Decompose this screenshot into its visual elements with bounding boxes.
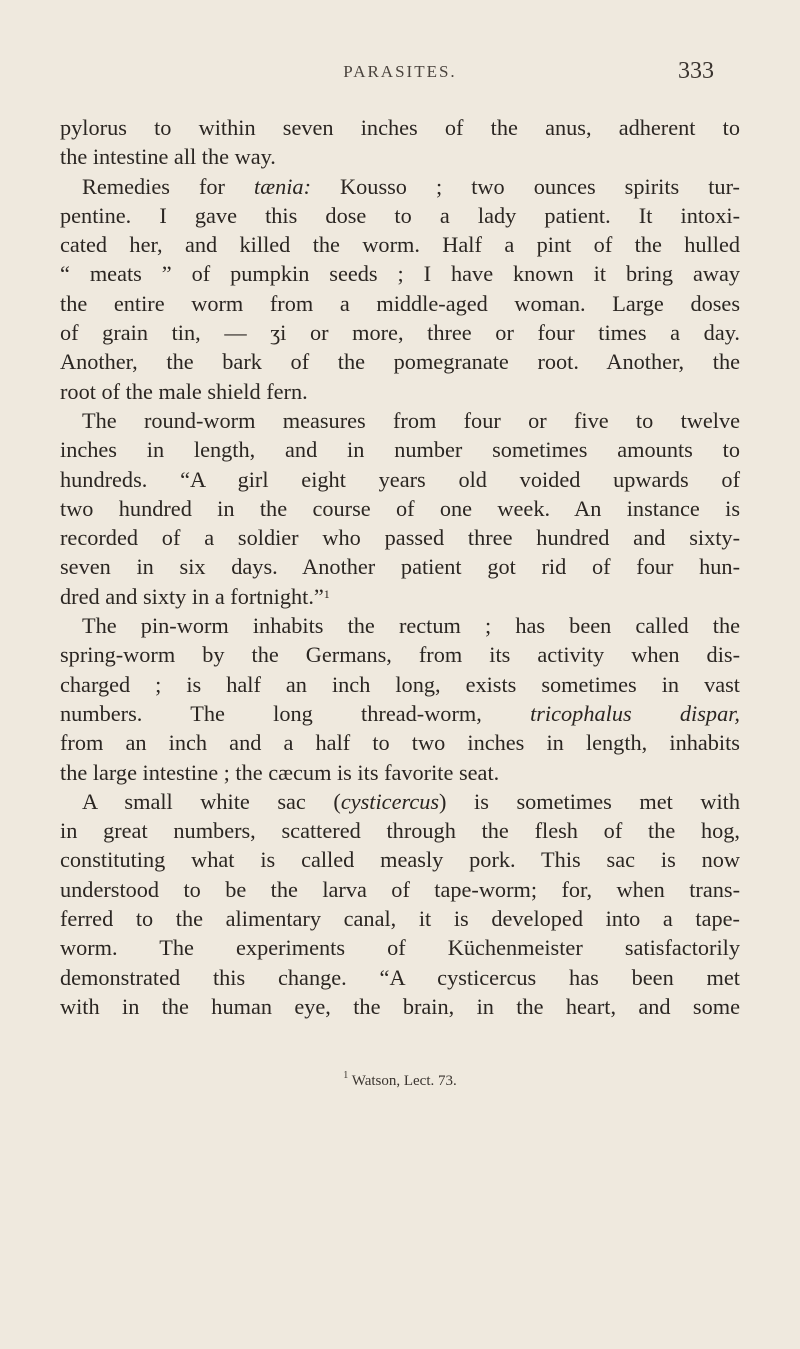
footnote-text: Watson, Lect. 73.	[351, 1073, 457, 1089]
paragraph	[60, 787, 740, 1021]
text-line: spring-worm by the Germans, from its activity when dis-	[60, 642, 740, 668]
text-line: the entire worm from a middle-aged woman. Large doses	[60, 290, 740, 316]
text-line: the intestine all the way.	[60, 144, 276, 170]
text-line: pylorus to within seven inches of the anus, adherent to	[60, 115, 740, 140]
footnote-marker: 1	[343, 1070, 349, 1081]
text-line: hundreds. “A girl eight years old voided upwards of	[60, 466, 740, 492]
text-line: A small white sac (cysticercus) is sometimes met with	[82, 788, 740, 814]
text-line: Another, the bark of the pomegranate root. Another, the	[60, 349, 740, 375]
body-text	[60, 113, 740, 1021]
text-line: cated her, and killed the worm. Half a pint of the hulled	[60, 232, 740, 258]
text-line: recorded of a soldier who passed three hundred and sixty-	[60, 525, 740, 551]
text-line: the large intestine ; the cæcum is its favorite seat.	[60, 759, 500, 785]
text-line: two hundred in the course of one week. An instance is	[60, 495, 740, 521]
page-header	[0, 58, 800, 92]
paragraph	[60, 611, 740, 787]
text-line: pentine. I gave this dose to a lady patient. It intoxi-	[60, 202, 740, 228]
text-line: inches in length, and in number sometimes amounts to	[60, 437, 740, 463]
italic-term: cysticercus	[340, 788, 440, 814]
text-line: constituting what is called measly pork. This sac is now	[60, 847, 740, 873]
footnote	[0, 1070, 800, 1090]
text-line: numbers. The long thread-worm, tricophalus dispar,	[60, 700, 741, 726]
text-line: The round-worm measures from four or five to twelve	[82, 407, 740, 433]
paragraph	[60, 113, 740, 172]
text-line: “ meats ” of pumpkin seeds ; I have known it bring away	[60, 261, 740, 287]
text-line: demonstrated this change. “A cysticercus has been met	[60, 964, 740, 990]
paragraph	[60, 172, 740, 406]
text-line: seven in six days. Another patient got rid of four hun-	[60, 554, 740, 580]
text-line: worm. The experiments of Küchenmeister satisfactorily	[60, 935, 740, 961]
text-line: understood to be the larva of tape-worm; for, when trans-	[60, 876, 740, 902]
text-line: ferred to the alimentary canal, it is developed into a tape-	[60, 906, 740, 932]
text-line: charged ; is half an inch long, exists sometimes in vast	[60, 671, 740, 697]
text-line: dred and sixty in a fortnight.”$^1$	[60, 583, 330, 609]
text-line: in great numbers, scattered through the flesh of the hog,	[60, 818, 740, 844]
text-line: from an inch and a half to two inches in length, inhabits	[60, 730, 740, 756]
running-head: PARASITES.	[343, 62, 457, 81]
page-number: 333	[678, 58, 714, 84]
footnote-reference: 1	[323, 586, 330, 601]
text-line: with in the human eye, the brain, in the heart, and some	[60, 993, 740, 1019]
text-line: of grain tin, — ʒi or more, three or four times a day.	[60, 320, 740, 346]
paragraph	[60, 406, 740, 611]
italic-term: tænia:	[254, 173, 311, 199]
text-line: Remedies for tænia: Kousso ; two ounces spirits tur-	[82, 173, 740, 199]
text-line: root of the male shield fern.	[60, 378, 308, 404]
text-line: The pin-worm inhabits the rectum ; has been called the	[82, 613, 740, 639]
italic-term: tricophalus dispar,	[530, 700, 741, 726]
